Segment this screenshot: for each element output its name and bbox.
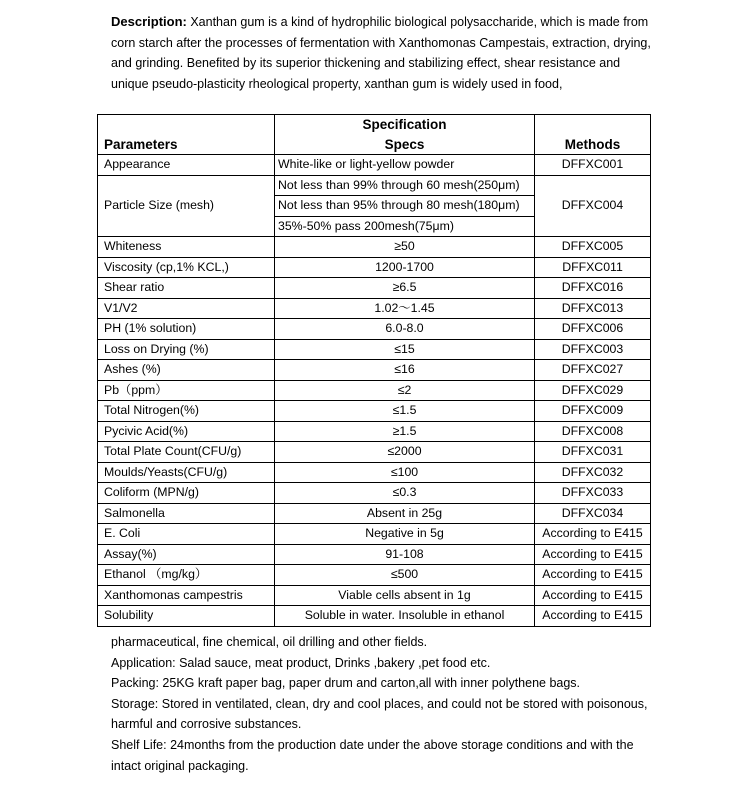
storage-text: Storage: Stored in ventilated, clean, dry and cool places, and could not be stored with poisonous, harmful and corrosive substances. [111, 696, 648, 732]
packing-text: Packing: 25KG kraft paper bag, paper drum and carton,all with inner polythene bags. [111, 676, 581, 691]
param-cell: PH (1% solution) [98, 319, 275, 340]
table-row [98, 155, 651, 176]
table-row [98, 380, 651, 401]
spec-cell: 6.0-8.0 [275, 319, 535, 340]
method-cell: DFFXC003 [535, 339, 651, 360]
method-cell: DFFXC011 [535, 257, 651, 278]
param-cell: Viscosity (cp,1% KCL,) [98, 257, 275, 278]
param-cell: Solubility [98, 606, 275, 627]
spec-cell: ≥6.5 [275, 278, 535, 299]
spec-cell: Absent in 25g [275, 503, 535, 524]
spec-cell: ≤1.5 [275, 401, 535, 422]
spec-cell: ≤100 [275, 462, 535, 483]
param-cell: Xanthomonas campestris [98, 585, 275, 606]
method-cell: DFFXC008 [535, 421, 651, 442]
table-row [98, 524, 651, 545]
spec-cell: ≥50 [275, 237, 535, 258]
method-cell: According to E415 [535, 606, 651, 627]
spec-cell: ≤16 [275, 360, 535, 381]
spec-cell: Negative in 5g [275, 524, 535, 545]
description-paragraph [111, 12, 656, 94]
spec-cell: ≤2 [275, 380, 535, 401]
header-parameters: Parameters [98, 135, 275, 155]
spec-cell: ≤500 [275, 565, 535, 586]
method-cell: DFFXC004 [535, 175, 651, 237]
table-row [98, 503, 651, 524]
table-row [98, 462, 651, 483]
method-cell: DFFXC005 [535, 237, 651, 258]
method-cell: DFFXC034 [535, 503, 651, 524]
table-row [98, 606, 651, 627]
table-title: Specification [275, 115, 535, 135]
spec-cell: 1200-1700 [275, 257, 535, 278]
method-cell: DFFXC032 [535, 462, 651, 483]
spec-cell: Viable cells absent in 1g [275, 585, 535, 606]
table-row [98, 442, 651, 463]
param-cell: E. Coli [98, 524, 275, 545]
param-cell: Shear ratio [98, 278, 275, 299]
description-label: Description: [111, 14, 187, 29]
table-title-row [98, 115, 651, 135]
spec-cell: ≤15 [275, 339, 535, 360]
table-row [98, 401, 651, 422]
table-row [98, 360, 651, 381]
param-cell: Ethanol （mg/kg） [98, 565, 275, 586]
spec-cell: ≤0.3 [275, 483, 535, 504]
spec-cell: Soluble in water. Insoluble in ethanol [275, 606, 535, 627]
param-cell: Coliform (MPN/g) [98, 483, 275, 504]
description-text: Xanthan gum is a kind of hydrophilic biological polysaccharide, which is made from corn starch after the processes of fermentation with Xanthomonas Campestais, extraction, drying, and grinding. Benefited by its superior thickening and stabilizing effect, shear resistance and unique pseudo-plasticity rheological property, xanthan gum is widely used in food, [111, 15, 651, 91]
table-row [98, 298, 651, 319]
spec-cell: 35%-50% pass 200mesh(75μm) [275, 216, 535, 237]
method-cell: DFFXC009 [535, 401, 651, 422]
method-cell: According to E415 [535, 544, 651, 565]
method-cell: According to E415 [535, 585, 651, 606]
spec-cell: 1.02～1.45 [275, 298, 535, 319]
table-row [98, 319, 651, 340]
header-specs: Specs [275, 135, 535, 155]
table-row [98, 237, 651, 258]
param-cell: Assay(%) [98, 544, 275, 565]
param-cell: Moulds/Yeasts(CFU/g) [98, 462, 275, 483]
param-cell: Pb（ppm） [98, 380, 275, 401]
param-cell: Salmonella [98, 503, 275, 524]
table-row [98, 339, 651, 360]
table-row [98, 544, 651, 565]
spec-cell: ≤2000 [275, 442, 535, 463]
spec-cell: ≥1.5 [275, 421, 535, 442]
method-cell: DFFXC016 [535, 278, 651, 299]
param-cell: Total Plate Count(CFU/g) [98, 442, 275, 463]
method-cell: According to E415 [535, 565, 651, 586]
table-header-row [98, 135, 651, 155]
table-row [98, 483, 651, 504]
spec-cell: Not less than 95% through 80 mesh(180μm) [275, 196, 535, 217]
param-cell: Total Nitrogen(%) [98, 401, 275, 422]
table-row [98, 565, 651, 586]
application-text: Application: Salad sauce, meat product, Drinks ,bakery ,pet food etc. [111, 655, 491, 670]
table-row [98, 278, 651, 299]
param-cell: V1/V2 [98, 298, 275, 319]
description-continuation: pharmaceutical, fine chemical, oil drilling and other fields. [111, 635, 428, 649]
after-table-text [111, 632, 656, 776]
method-cell: DFFXC027 [535, 360, 651, 381]
table-row [98, 257, 651, 278]
spec-cell: White-like or light-yellow powder [275, 155, 535, 176]
method-cell: According to E415 [535, 524, 651, 545]
spec-cell: Not less than 99% through 60 mesh(250μm) [275, 175, 535, 196]
table-row [98, 585, 651, 606]
specification-table [97, 114, 651, 627]
param-cell: Ashes (%) [98, 360, 275, 381]
header-methods: Methods [535, 135, 651, 155]
table-row [98, 421, 651, 442]
param-cell: Whiteness [98, 237, 275, 258]
spec-cell: 91-108 [275, 544, 535, 565]
param-cell: Particle Size (mesh) [98, 175, 275, 237]
param-cell: Loss on Drying (%) [98, 339, 275, 360]
method-cell: DFFXC013 [535, 298, 651, 319]
param-cell: Appearance [98, 155, 275, 176]
method-cell: DFFXC006 [535, 319, 651, 340]
shelf-life-text: Shelf Life: 24months from the production date under the above storage conditions and with the intact original packaging. [111, 737, 634, 773]
method-cell: DFFXC001 [535, 155, 651, 176]
param-cell: Pycivic Acid(%) [98, 421, 275, 442]
method-cell: DFFXC031 [535, 442, 651, 463]
method-cell: DFFXC033 [535, 483, 651, 504]
table-row [98, 175, 651, 196]
method-cell: DFFXC029 [535, 380, 651, 401]
